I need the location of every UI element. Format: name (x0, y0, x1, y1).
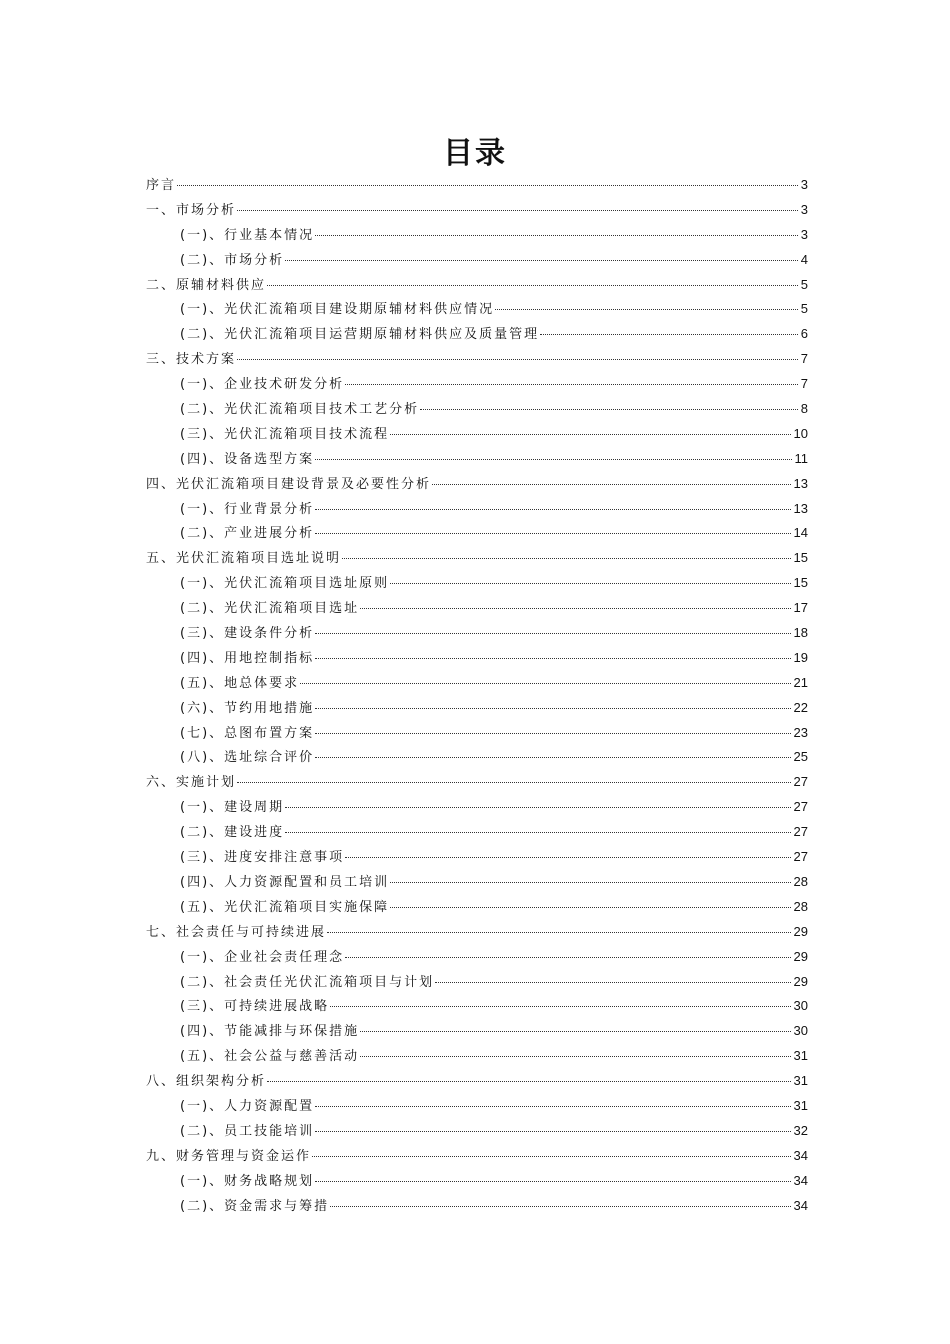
toc-entry-page: 30 (793, 1023, 808, 1039)
toc-entry[interactable] (146, 1020, 808, 1045)
toc-entry-page: 32 (793, 1122, 808, 1138)
toc-entry[interactable] (146, 697, 808, 722)
toc-entry-page: 3 (800, 177, 808, 192)
toc-entry-title: 一、市场分析 (146, 202, 237, 218)
toc-entry-title: (二)、员工技能培训 (180, 1123, 315, 1139)
toc-entry-title: (一)、行业基本情况 (180, 227, 315, 243)
toc-entry[interactable] (146, 622, 808, 647)
dot-leader (315, 733, 790, 734)
toc-entry-page: 28 (793, 873, 808, 889)
dot-leader (315, 459, 791, 460)
toc-entry-page: 29 (793, 923, 808, 939)
dot-leader (315, 757, 790, 758)
dot-leader (315, 658, 790, 659)
dot-leader (330, 1206, 790, 1207)
toc-entry-title: (三)、进度安排注意事项 (180, 850, 345, 866)
table-of-contents (146, 174, 808, 1219)
dot-leader (315, 1131, 790, 1132)
toc-entry-title: (五)、社会公益与慈善活动 (180, 1049, 360, 1065)
toc-entry[interactable] (146, 896, 808, 921)
toc-entry-title: (二)、市场分析 (180, 252, 285, 268)
toc-entry-page: 28 (793, 898, 808, 914)
dot-leader (315, 509, 790, 510)
dot-leader (360, 1056, 790, 1057)
toc-entry[interactable] (146, 398, 808, 423)
dot-leader (432, 484, 791, 485)
toc-entry-page: 29 (793, 948, 808, 964)
dot-leader (315, 235, 798, 236)
toc-entry-title: (三)、光伏汇流箱项目技术流程 (180, 426, 390, 442)
toc-entry[interactable] (146, 1120, 808, 1145)
toc-entry-page: 13 (793, 475, 808, 491)
dot-leader (267, 1081, 791, 1082)
toc-entry[interactable] (146, 1170, 808, 1195)
toc-entry[interactable] (146, 298, 808, 323)
toc-entry-page: 27 (793, 774, 808, 790)
toc-entry[interactable] (146, 1045, 808, 1070)
toc-entry[interactable] (146, 274, 808, 299)
toc-entry-title: (四)、人力资源配置和员工培训 (180, 874, 390, 890)
toc-entry[interactable] (146, 249, 808, 274)
toc-entry-title: (一)、人力资源配置 (180, 1098, 315, 1114)
toc-entry-title: 五、光伏汇流箱项目选址说明 (146, 551, 342, 567)
dot-leader (315, 1181, 790, 1182)
dot-leader (267, 285, 798, 286)
toc-entry-page: 27 (793, 824, 808, 840)
toc-entry[interactable] (146, 174, 808, 199)
toc-entry[interactable] (146, 796, 808, 821)
toc-entry[interactable] (146, 971, 808, 996)
toc-entry-title: 六、实施计划 (146, 775, 237, 791)
toc-entry-title: (二)、光伏汇流箱项目技术工艺分析 (180, 402, 420, 418)
dot-leader (435, 982, 790, 983)
toc-entry-page: 17 (793, 600, 808, 616)
dot-leader (330, 1006, 790, 1007)
toc-entry-page: 8 (800, 401, 808, 417)
toc-entry-title: 九、财务管理与资金运作 (146, 1148, 312, 1164)
toc-entry[interactable] (146, 199, 808, 224)
toc-entry-title: (三)、可持续进展战略 (180, 999, 330, 1015)
toc-entry[interactable] (146, 846, 808, 871)
toc-entry-title: (一)、光伏汇流箱项目选址原则 (180, 576, 390, 592)
toc-entry[interactable] (146, 1095, 808, 1120)
toc-entry-title: 三、技术方案 (146, 352, 237, 368)
toc-entry-title: (一)、企业社会责任理念 (180, 949, 345, 965)
toc-entry[interactable] (146, 946, 808, 971)
toc-entry-title: (五)、光伏汇流箱项目实施保障 (180, 899, 390, 915)
dot-leader (342, 558, 791, 559)
toc-entry-page: 31 (793, 1048, 808, 1064)
toc-entry[interactable] (146, 746, 808, 771)
dot-leader (390, 882, 790, 883)
toc-entry-title: (二)、光伏汇流箱项目运营期原辅材料供应及质量管理 (180, 327, 540, 343)
toc-entry-title: (六)、节约用地措施 (180, 700, 315, 716)
dot-leader (390, 907, 790, 908)
toc-entry-page: 15 (793, 550, 808, 566)
toc-entry-page: 34 (793, 1197, 808, 1213)
toc-entry-page: 23 (793, 724, 808, 740)
dot-leader (300, 683, 790, 684)
dot-leader (315, 708, 790, 709)
toc-entry-title: (二)、资金需求与筹措 (180, 1198, 330, 1214)
page-title: 目录 (443, 136, 507, 171)
toc-entry-title: (八)、选址综合评价 (180, 750, 315, 766)
dot-leader (345, 857, 790, 858)
dot-leader (285, 260, 798, 261)
dot-leader (360, 608, 790, 609)
toc-entry-page: 27 (793, 799, 808, 815)
toc-entry-page: 6 (800, 326, 808, 342)
toc-entry-page: 29 (793, 973, 808, 989)
toc-entry-title: 七、社会责任与可持续进展 (146, 924, 327, 940)
dot-leader (390, 434, 790, 435)
toc-entry-title: (一)、企业技术研发分析 (180, 377, 345, 393)
toc-entry[interactable] (146, 224, 808, 249)
toc-entry-title: (四)、节能减排与环保措施 (180, 1024, 360, 1040)
toc-entry[interactable] (146, 921, 808, 946)
dot-leader (495, 309, 798, 310)
toc-entry-page: 34 (793, 1172, 808, 1188)
dot-leader (345, 957, 790, 958)
dot-leader (315, 633, 790, 634)
toc-entry-page: 21 (793, 674, 808, 690)
toc-entry-page: 5 (800, 301, 808, 317)
toc-entry-page: 13 (793, 500, 808, 516)
toc-entry-title: (二)、社会责任光伏汇流箱项目与计划 (180, 974, 435, 990)
dot-leader (237, 782, 791, 783)
toc-entry-title: 八、组织架构分析 (146, 1074, 267, 1090)
toc-entry[interactable] (146, 597, 808, 622)
toc-entry[interactable] (146, 547, 808, 572)
dot-leader (345, 384, 798, 385)
toc-entry[interactable] (146, 1145, 808, 1170)
dot-leader (327, 932, 791, 933)
toc-entry[interactable] (146, 373, 808, 398)
dot-leader (237, 359, 798, 360)
toc-entry-title: (三)、建设条件分析 (180, 626, 315, 642)
dot-leader (360, 1031, 790, 1032)
toc-entry[interactable] (146, 672, 808, 697)
dot-leader (177, 185, 798, 186)
toc-entry-title: (四)、设备选型方案 (180, 451, 315, 467)
toc-entry[interactable] (146, 1195, 808, 1220)
toc-entry[interactable] (146, 348, 808, 373)
toc-entry[interactable] (146, 647, 808, 672)
toc-entry-page: 10 (793, 425, 808, 441)
toc-entry[interactable] (146, 323, 808, 348)
dot-leader (315, 1106, 790, 1107)
toc-entry-title: 二、原辅材料供应 (146, 277, 267, 293)
dot-leader (312, 1156, 791, 1157)
toc-entry-page: 7 (800, 351, 808, 367)
toc-entry-page: 19 (793, 649, 808, 665)
dot-leader (420, 409, 798, 410)
toc-entry-page: 18 (793, 625, 808, 641)
toc-entry[interactable] (146, 821, 808, 846)
toc-entry-page: 4 (800, 251, 808, 267)
toc-entry-page: 5 (800, 276, 808, 292)
toc-entry-title: (一)、财务战略规划 (180, 1173, 315, 1189)
toc-entry-page: 14 (793, 525, 808, 541)
toc-entry[interactable] (146, 473, 808, 498)
toc-entry-page: 11 (794, 450, 808, 466)
toc-entry-title: (二)、光伏汇流箱项目选址 (180, 601, 360, 617)
toc-entry-title: (四)、用地控制指标 (180, 650, 315, 666)
toc-entry[interactable] (146, 1070, 808, 1095)
dot-leader (540, 334, 798, 335)
dot-leader (315, 533, 790, 534)
dot-leader (390, 583, 790, 584)
toc-entry-title: (五)、地总体要求 (180, 675, 300, 691)
dot-leader (237, 210, 798, 211)
toc-entry[interactable] (146, 722, 808, 747)
toc-entry-title: 四、光伏汇流箱项目建设背景及必要性分析 (146, 476, 432, 492)
toc-entry-page: 31 (793, 1073, 808, 1089)
toc-entry-page: 25 (793, 749, 808, 765)
toc-entry-page: 31 (793, 1097, 808, 1113)
toc-entry[interactable] (146, 423, 808, 448)
toc-entry-title: (一)、光伏汇流箱项目建设期原辅材料供应情况 (180, 302, 495, 318)
toc-entry-page: 3 (800, 201, 808, 217)
toc-entry-title: (七)、总图布置方案 (180, 725, 315, 741)
toc-entry[interactable] (146, 522, 808, 547)
dot-leader (285, 832, 790, 833)
toc-entry-page: 22 (793, 699, 808, 715)
toc-entry-page: 30 (793, 998, 808, 1014)
toc-entry[interactable] (146, 572, 808, 597)
toc-entry-title: (一)、建设周期 (180, 800, 285, 816)
toc-entry-page: 34 (793, 1147, 808, 1163)
toc-entry-title: 序言 (146, 178, 177, 193)
toc-entry[interactable] (146, 498, 808, 523)
dot-leader (285, 807, 790, 808)
toc-entry-title: (一)、行业背景分析 (180, 501, 315, 517)
toc-entry[interactable] (146, 871, 808, 896)
toc-entry-page: 7 (800, 376, 808, 392)
toc-entry[interactable] (146, 995, 808, 1020)
toc-entry-page: 15 (793, 575, 808, 591)
toc-entry-title: (二)、产业进展分析 (180, 526, 315, 542)
toc-entry-page: 27 (793, 849, 808, 865)
toc-entry[interactable] (146, 771, 808, 796)
toc-entry[interactable] (146, 448, 808, 473)
toc-entry-title: (二)、建设进度 (180, 825, 285, 841)
toc-entry-page: 3 (800, 226, 808, 242)
